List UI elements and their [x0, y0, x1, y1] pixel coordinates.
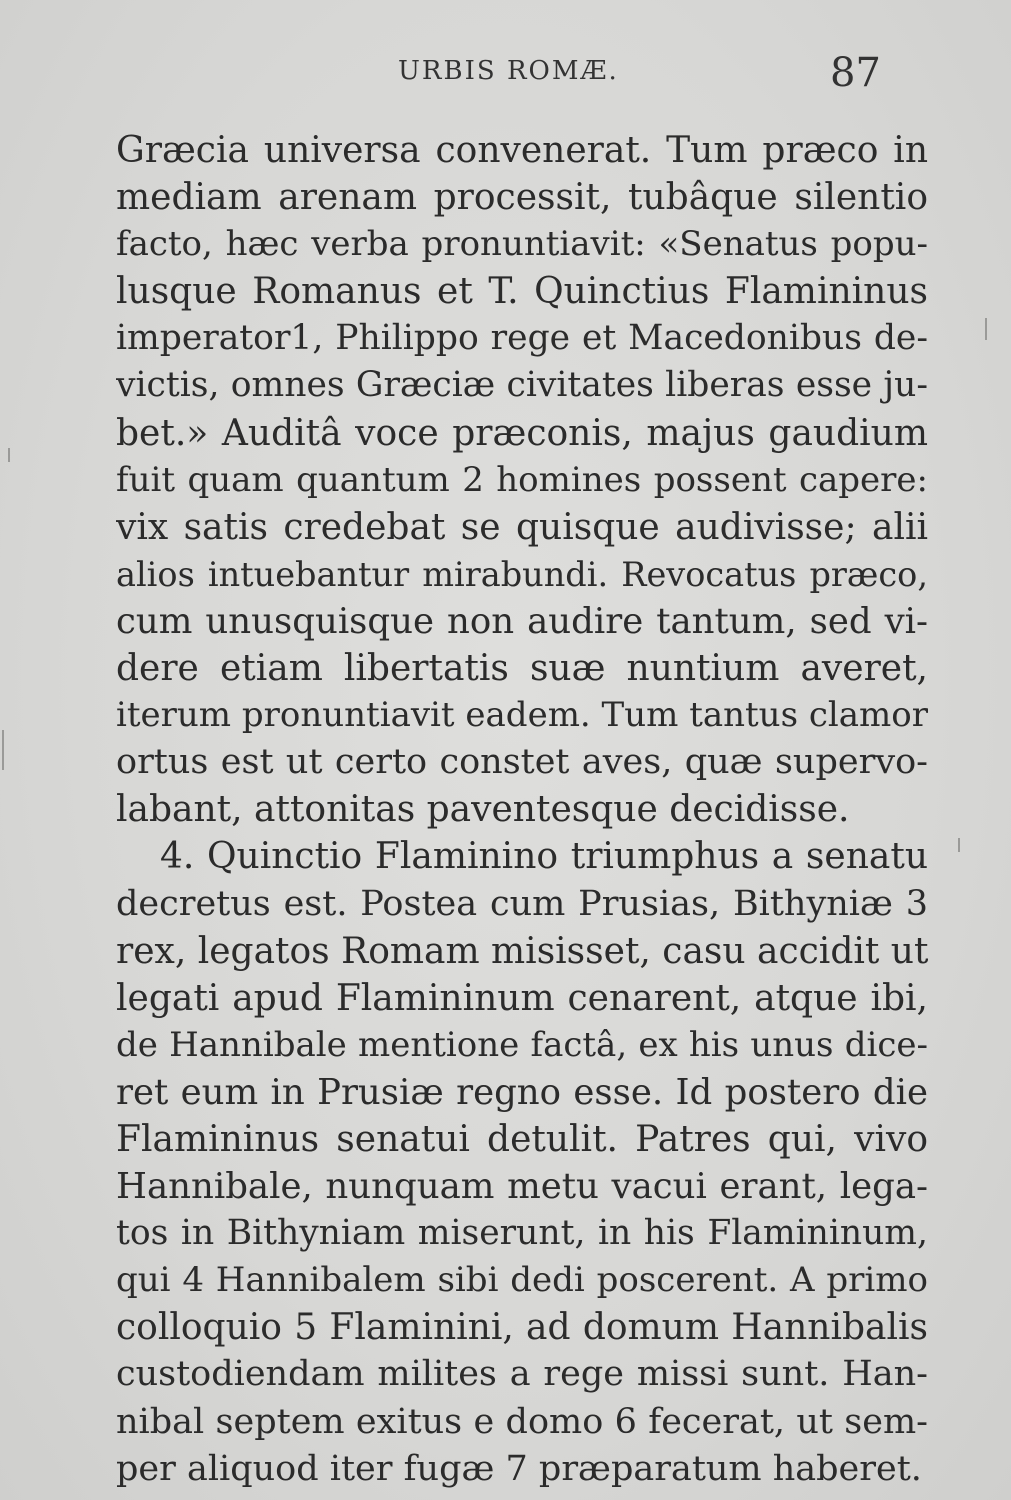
margin-speck [958, 838, 960, 852]
text-line: facto, hæc verba pronuntiavit: «Senatus popu- [116, 224, 928, 265]
body-text [116, 127, 928, 1493]
text-line: Græcia universa convenerat. Tum præco in [116, 130, 928, 171]
margin-speck [985, 318, 987, 340]
margin-speck [8, 448, 10, 462]
text-line: alios intuebantur mirabundi. Revocatus præco, [116, 554, 928, 594]
text-line: rex, legatos Romam misisset, casu accidit ut [116, 930, 928, 972]
text-line: Flamininus senatui detulit. Patres qui, vivo [116, 1118, 928, 1160]
text-line: ortus est ut certo constet aves, quæ supervo- [116, 742, 928, 783]
text-line: legati apud Flamininum cenarent, atque ibi, [116, 977, 928, 1019]
text-line: bet.» Auditâ voce præconis, majus gaudium [116, 412, 928, 454]
text-line: victis, omnes Græciæ civitates liberas esse ju- [116, 365, 928, 406]
running-title: URBIS ROMÆ. [398, 56, 619, 86]
text-line: lusque Romanus et T. Quinctius Flamininus [116, 271, 928, 313]
text-line: fuit quam quantum 2 homines possent capere: [116, 459, 928, 500]
text-line: qui 4 Hannibalem sibi dedi poscerent. A primo [116, 1260, 928, 1301]
text-line: Hannibale, nunquam metu vacui erant, lega- [116, 1166, 928, 1208]
text-line: per aliquod iter fugæ 7 præparatum haberet. [116, 1448, 922, 1489]
text-line: vix satis credebat se quisque audivisse; alii [116, 506, 928, 548]
page-number: 87 [830, 50, 881, 96]
text-line: ret eum in Prusiæ regno esse. Id postero die [116, 1071, 928, 1113]
margin-speck [2, 730, 4, 770]
text-line: nibal septem exitus e domo 6 fecerat, ut sem- [116, 1401, 928, 1442]
text-line: mediam arenam processit, tubâque silentio [116, 177, 928, 219]
text-line: imperator1, Philippo rege et Macedonibus de- [116, 318, 928, 359]
text-line: de Hannibale mentione factâ, ex his unus dice- [116, 1024, 928, 1065]
text-line: colloquio 5 Flaminini, ad domum Hannibalis [116, 1307, 928, 1349]
text-line: cum unusquisque non audire tantum, sed vi- [116, 600, 928, 642]
paragraph-start-line: 4. Quinctio Flaminino triumphus a senatu [160, 836, 928, 878]
text-line: tos in Bithyniam miserunt, in his Flamininum, [116, 1213, 928, 1254]
text-line: dere etiam libertatis suæ nuntium averet, [116, 648, 928, 690]
running-head [0, 50, 1011, 100]
text-line: iterum pronuntiavit eadem. Tum tantus clamor [116, 695, 928, 736]
text-line: decretus est. Postea cum Prusias, Bithyniæ 3 [116, 883, 928, 924]
text-line: custodiendam milites a rege missi sunt. Han- [116, 1354, 928, 1395]
text-line: labant, attonitas paventesque decidisse. [116, 789, 850, 831]
